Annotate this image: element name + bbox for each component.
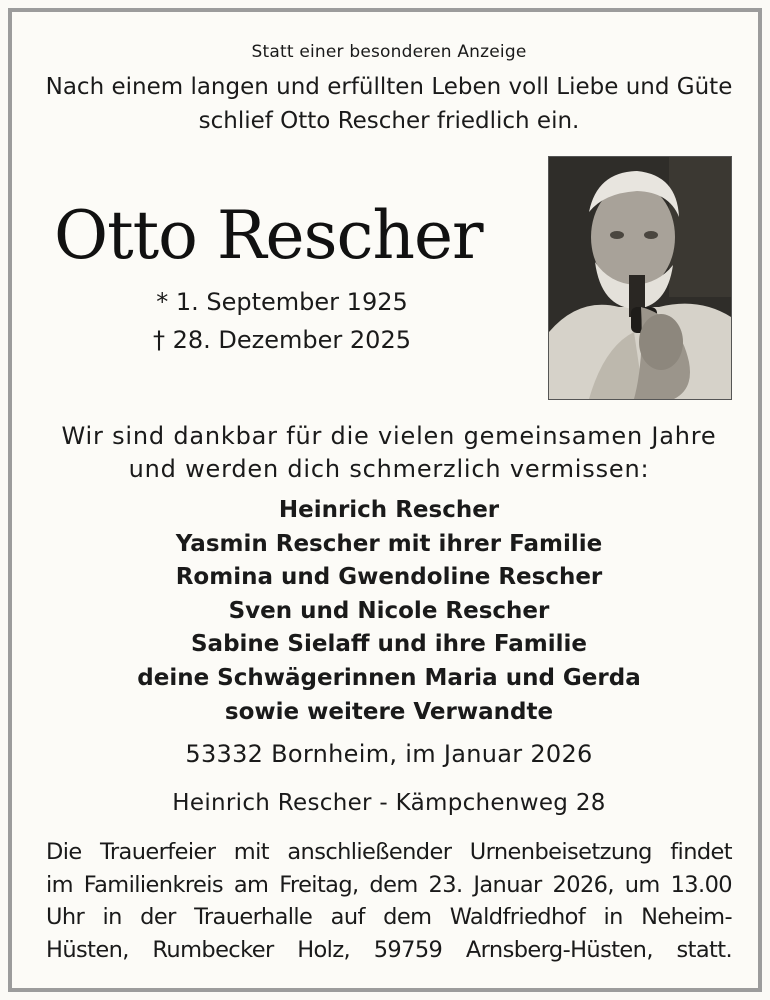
- mourner-name: deine Schwägerinnen Maria und Gerda: [137, 664, 641, 691]
- death-date: † 28. Dezember 2025: [153, 326, 411, 354]
- mourner-name: sowie weitere Verwandte: [224, 698, 554, 725]
- mourner-name: Sven und Nicole Rescher: [228, 597, 550, 624]
- mourner-name: Romina und Gwendoline Rescher: [175, 564, 603, 591]
- thanks-line-2: und werden dich schmerzlich vermissen:: [128, 455, 650, 483]
- obituary-frame: [8, 8, 762, 992]
- place-date: 53332 Bornheim, im Januar 2026: [185, 740, 593, 768]
- service-line: Uhr in der Trauerhalle auf dem Waldfriedhof in Neheim-: [46, 904, 732, 930]
- thanks-line-1: Wir sind dankbar für die vielen gemeinsamen Jahre: [61, 422, 717, 450]
- birth-date: * 1. September 1925: [156, 288, 408, 316]
- mourner-name: Sabine Sielaff und ihre Familie: [190, 631, 588, 658]
- mourner-name: Heinrich Rescher: [278, 497, 500, 523]
- intro-line-1: Nach einem langen und erfüllten Leben voll Liebe und Güte: [45, 74, 733, 100]
- service-line: Die Trauerfeier mit anschließender Urnenbeisetzung findet: [46, 839, 732, 865]
- service-line: Hüsten, Rumbecker Holz, 59759 Arnsberg-Hüsten, statt.: [46, 936, 732, 963]
- contact-address: Heinrich Rescher - Kämpchenweg 28: [172, 790, 606, 816]
- portrait-photo: [548, 156, 732, 400]
- service-line: im Familienkreis am Freitag, dem 23. Januar 2026, um 13.00: [46, 871, 732, 898]
- service-info: [46, 836, 732, 966]
- mourners-list: [12, 494, 766, 729]
- intro-line-2: schlief Otto Rescher friedlich ein.: [198, 108, 580, 134]
- deceased-name: Otto Rescher: [54, 197, 483, 274]
- notice-subtitle: Statt einer besonderen Anzeige: [251, 42, 527, 62]
- mourner-name: Yasmin Rescher mit ihrer Familie: [175, 530, 603, 557]
